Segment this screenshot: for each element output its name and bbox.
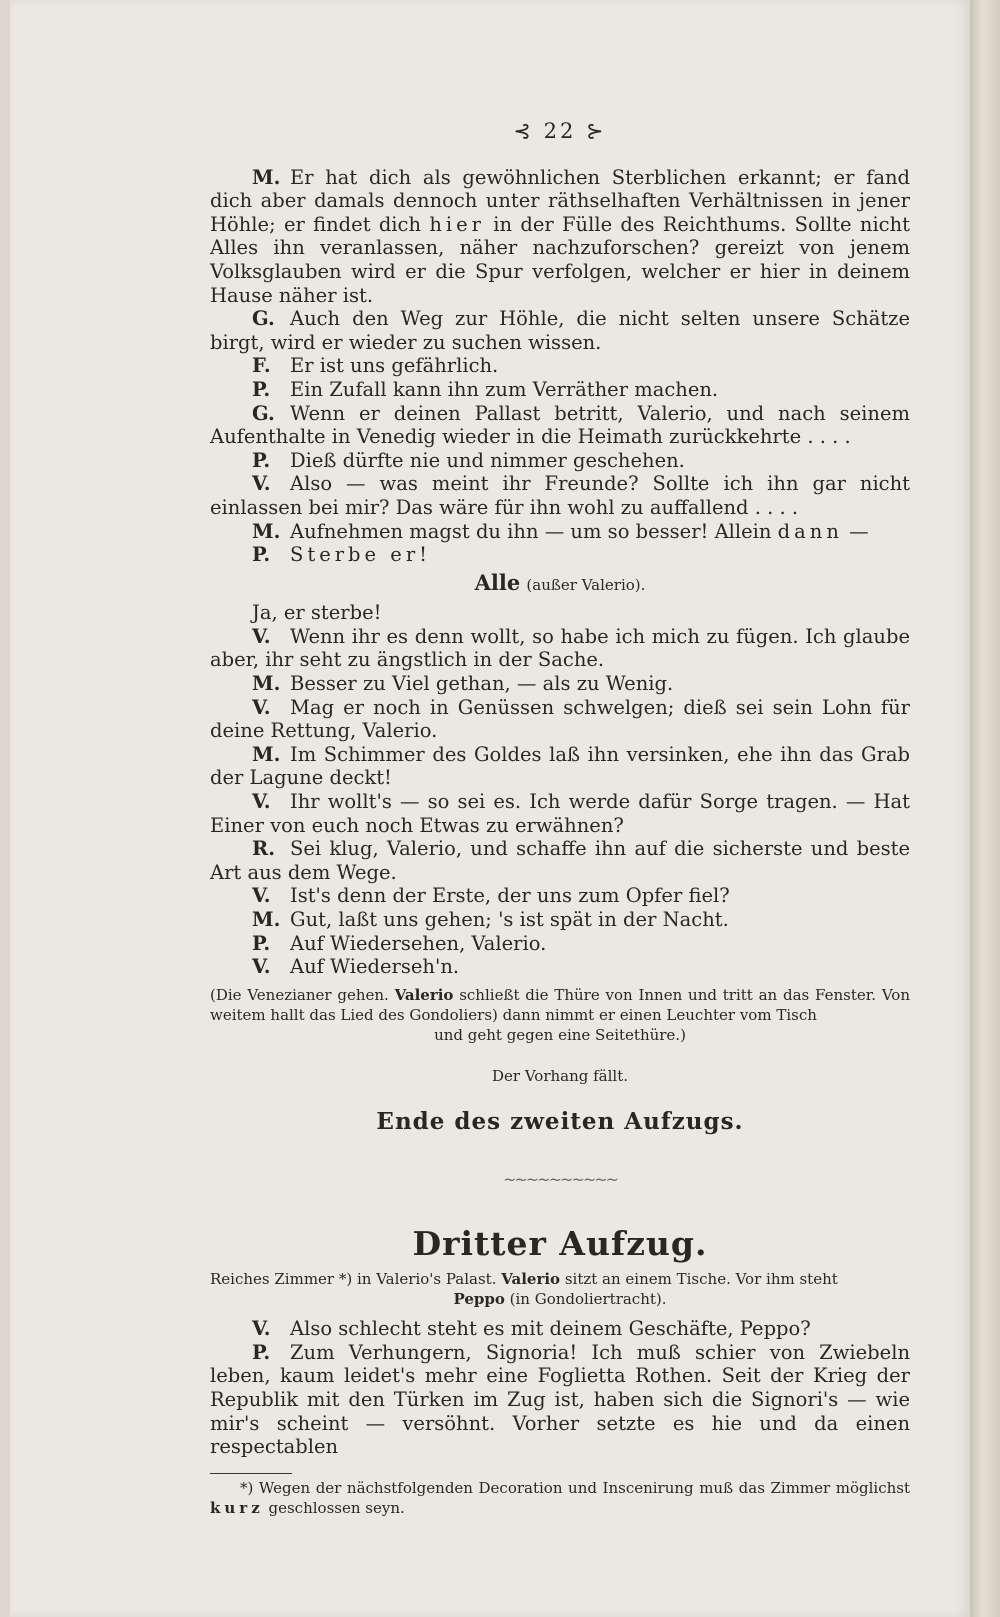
speech-text: Wenn er deinen Pallast betritt, Valerio, und nach seinem Aufenthalte in Venedig wieder in die Heimath zurückkehrte . . . . [210,401,910,449]
footnote-rule [210,1473,292,1474]
speech-text: Ihr wollt's — so sei es. Ich werde dafür Sorge tragen. — Hat Einer von euch noch Etwas zu erwähnen? [210,790,910,837]
page-number-value: 22 [543,119,577,143]
footnote-text-end: geschlossen seyn. [263,1498,405,1517]
speech [210,449,910,473]
speaker: M. [252,165,281,189]
stage-direction [210,985,910,1025]
speech-text-cont: in der Fülle des Reichthums. Sollte nicht Alles ihn veranlassen, näher nachzuforschen? gereizt von jenem Volksglauben wird er die Spur verfolgen, welcher er hier in deinem Hause näher ist. [210,212,910,307]
chorus-speaker: Alle [474,569,521,595]
speech-text: Sterbe er! [290,543,431,567]
speech [210,307,910,354]
speech-text: Mag er noch in Genüssen schwelgen; dieß sei sein Lohn für deine Rettung, Valerio. [210,695,910,743]
divider-ornament: ~~~~~~~~~~ [502,1169,618,1189]
speaker: V. [252,695,271,719]
speaker: P. [252,448,271,472]
speech [210,790,910,837]
speech-emphasis: hier [429,212,485,236]
page-text [210,120,910,1518]
speech-text: Auf Wiederseh'n. [290,955,460,979]
ornament-left: ⊰ [513,119,544,143]
speaker: V. [252,955,271,979]
scene-text-end: (in Gondoliertracht). [504,1290,667,1309]
speech-text: Aufnehmen magst du ihn — um so besser! Allein [290,519,778,543]
spacer [210,1309,910,1317]
speech [210,672,910,696]
speech-text: Ein Zufall kann ihn zum Verräther machen. [290,377,719,401]
speech [210,520,910,544]
speaker: V. [252,624,271,648]
speech-emphasis: dann [777,519,843,543]
speaker: P. [252,543,271,567]
speech [210,543,910,567]
speech-text: Im Schimmer des Goldes laß ihn versinken, ehe ihn das Grab der Lagune deckt! [210,742,910,790]
speech-text-end: — [842,519,869,543]
scene-text: Reiches Zimmer *) in Valerio's Palast. [210,1270,502,1289]
speaker: M. [252,672,281,696]
ornament-right: ⊱ [576,119,607,143]
page-number [210,120,910,144]
speech [210,472,910,519]
speech [210,743,910,790]
speech [210,955,910,979]
speech [210,696,910,743]
speech [210,837,910,884]
speaker: P. [252,377,271,401]
speaker: M. [252,519,281,543]
speech [210,378,910,402]
speaker: V. [252,472,271,496]
speech-text: Wenn ihr es denn wollt, so habe ich mich zu fügen. Ich glaube aber, ihr seht zu ängstlich in der Sache. [210,624,910,672]
speech [210,402,910,449]
speech [210,932,910,956]
stage-direction-end: und geht gegen eine Seitethüre.) [434,1025,686,1044]
footnote-emphasis: kurz [210,1498,264,1517]
speech-text: Gut, laßt uns gehen; 's ist spät in der Nacht. [290,908,729,931]
speaker: V. [252,1317,271,1341]
speaker: V. [252,790,271,814]
speech [210,354,910,378]
speech-text: Auch den Weg zur Höhle, die nicht selten unsere Schätze birgt, wird er wieder zu suchen wissen. [210,307,910,354]
speaker: P. [252,931,271,955]
speech-text: Also schlecht steht es mit deinem Geschäfte, Peppo? [290,1317,811,1341]
speaker: R. [252,837,275,861]
speech [210,908,910,932]
speaker: G. [252,401,275,425]
speech-text: Besser zu Viel gethan, — als zu Wenig. [290,672,674,696]
scene-character: Valerio [501,1270,561,1289]
speech-text: Zum Verhungern, Signoria! Ich muß schier von Zwiebeln leben, kaum leidet's mehr eine Foglietta Rothen. Seit der Krieg der Republik mit den Türken im Zug ist, haben sich die Signori's — wie mir's scheint — versöhnt. Vorher setzte es hie und da einen respectablen [210,1340,910,1459]
curtain-note: Der Vorhang fällt. [491,1066,629,1085]
speech-text: Dieß dürfte nie und nimmer geschehen. [290,448,685,472]
stage-text: (Die Venezianer gehen. [210,985,395,1004]
stage-character: Valerio [394,985,454,1004]
speaker: V. [252,884,271,908]
speech [210,1341,910,1459]
speech [210,884,910,908]
speaker: F. [252,354,271,378]
speaker: M. [252,908,281,931]
chorus-heading [210,571,910,598]
speaker: G. [252,307,275,331]
footnote-text: *) Wegen der nächstfolgenden Decoration und Inscenirung muß das Zimmer möglichst [240,1478,910,1497]
scene-character: Peppo [453,1290,505,1309]
act-title: Dritter Aufzug. [412,1223,708,1263]
speech-text: Also — was meint ihr Freunde? Sollte ich ihn gar nicht einlassen bei mir? Das wäre für ihn wohl zu auffallend . . . . [210,472,910,519]
page-edge [970,0,1000,1617]
speech [210,1317,910,1341]
chorus-line: Ja, er sterbe! [252,601,382,625]
scene-description [210,1269,910,1289]
speech-text: Er ist uns gefährlich. [290,354,499,378]
speech-text: Sei klug, Valerio, und schaffe ihn auf die sicherste und beste Art aus dem Wege. [210,837,910,884]
speech [210,625,910,672]
footnote [210,1478,910,1518]
chorus-direction: (außer Valerio). [526,575,646,594]
speech-text: Er hat dich als gewöhnlichen Sterblichen erkannt; er fand dich aber damals dennoch unter räthselhaften Verhältnissen in jener Höhle; er findet dich [210,165,910,236]
speech-text: Auf Wiedersehen, Valerio. [290,931,547,955]
speech [210,166,910,308]
scene-text-cont: sitzt an einem Tische. Vor ihm steht [560,1270,838,1289]
stage-text-cont: schließt die Thüre von Innen und tritt an das Fenster. Von weitem hallt das Lied des Gondoliers) dann nimmt er einen Leuchter vom Tisch [210,985,910,1024]
scene-description-end [210,1289,910,1309]
speech-text: Ist's denn der Erste, der uns zum Opfer fiel? [290,884,730,908]
end-of-act: Ende des zweiten Aufzugs. [376,1108,744,1136]
speaker: P. [252,1340,271,1364]
speaker: M. [252,742,281,766]
